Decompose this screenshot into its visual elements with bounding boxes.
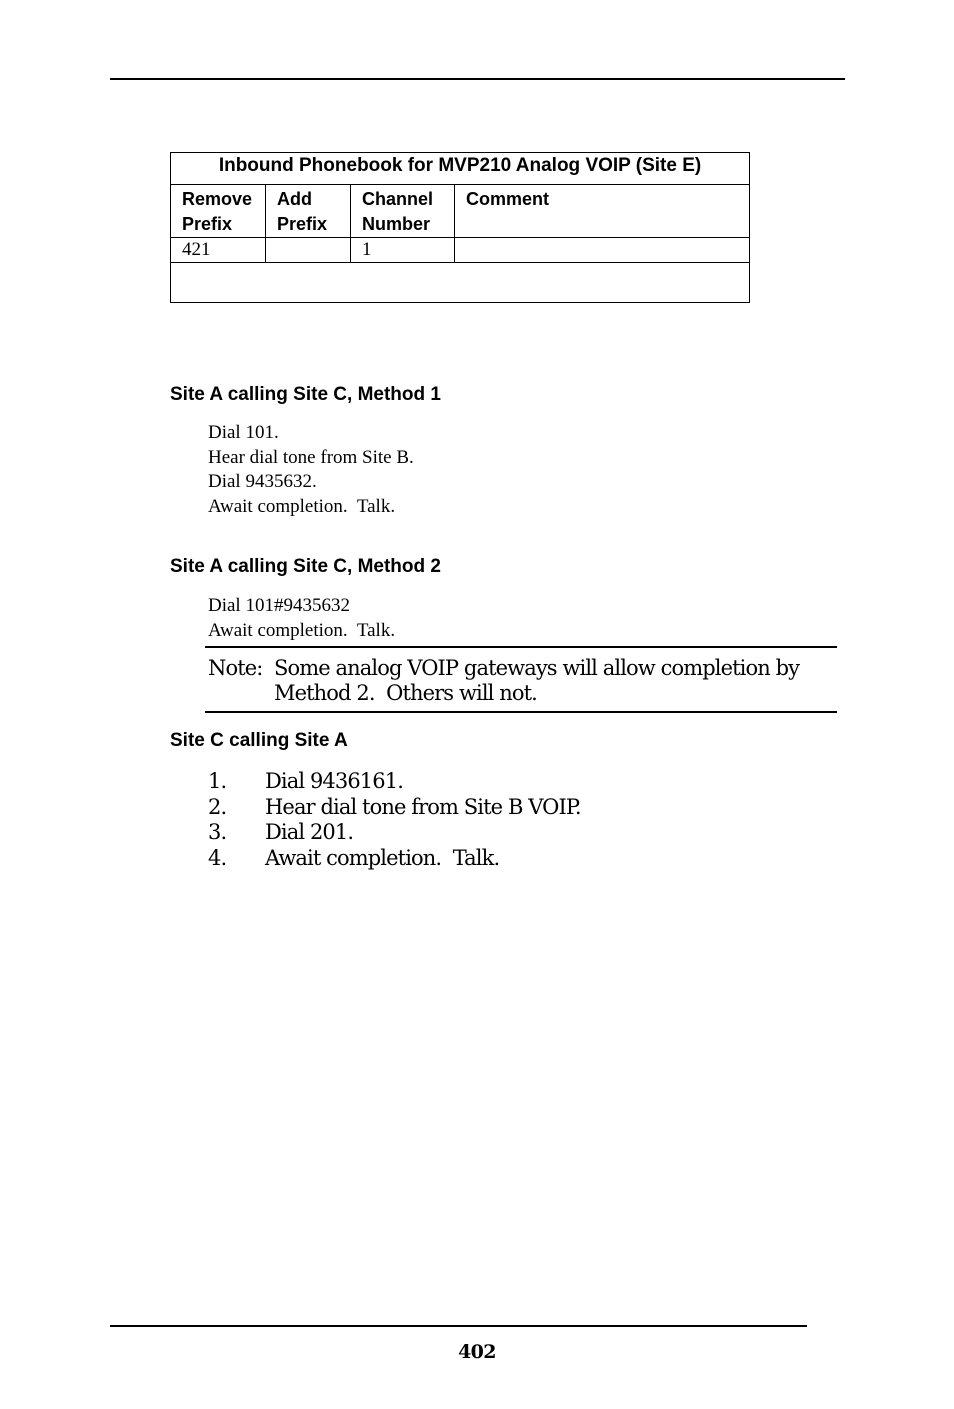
step-text: Await completion. Talk.: [265, 845, 500, 870]
column-header-remove-prefix: Remove Prefix: [171, 185, 266, 238]
step-number: 1.: [208, 769, 227, 793]
cell-comment: [455, 238, 750, 263]
step-text: Hear dial tone from Site B VOIP.: [265, 794, 581, 819]
text-line: Hear dial tone from Site B.: [208, 446, 414, 468]
table-row: [171, 238, 750, 263]
note-line-2: Method 2. Others will not.: [274, 681, 537, 705]
site-c-steps: [208, 769, 581, 871]
step-number: 2.: [208, 794, 227, 819]
text-line: Dial 101#9435632: [208, 595, 350, 616]
step-number: 4.: [208, 845, 227, 870]
step-text: Dial 201.: [265, 820, 354, 844]
table-title: Inbound Phonebook for MVP210 Analog VOIP (Site E): [171, 153, 750, 185]
inbound-phonebook-table: [170, 152, 750, 303]
method-2-steps: [208, 594, 395, 643]
column-header-channel-number: Channel Number: [351, 185, 455, 238]
section-heading-site-c: Site C calling Site A: [170, 730, 348, 751]
table-row-empty: [171, 263, 750, 303]
text-line: Dial 9435632.: [208, 471, 317, 492]
section-heading-method-1: Site A calling Site C, Method 1: [170, 384, 441, 405]
text-line: Dial 101.: [208, 422, 279, 443]
list-item: [208, 820, 581, 846]
list-item: [208, 846, 581, 872]
note-line-1: Note: Some analog VOIP gateways will allow completion by: [208, 656, 800, 680]
note-bottom-rule: [205, 711, 837, 713]
text-line: Await completion. Talk.: [208, 495, 396, 517]
method-1-steps: [208, 421, 414, 519]
note-top-rule: [205, 646, 837, 648]
cell-remove-prefix: 421: [171, 238, 266, 263]
list-item: [208, 795, 581, 821]
column-header-comment: Comment: [455, 185, 750, 238]
section-heading-method-2: Site A calling Site C, Method 2: [170, 556, 441, 577]
page-number: 402: [458, 1341, 496, 1363]
cell-add-prefix: [266, 238, 351, 263]
footer-rule: [110, 1325, 807, 1327]
header-rule: [110, 78, 845, 80]
note-box: [208, 656, 799, 706]
list-item: [208, 769, 581, 795]
column-header-add-prefix: Add Prefix: [266, 185, 351, 238]
cell-channel-number: 1: [351, 238, 455, 263]
step-number: 3.: [208, 820, 227, 844]
step-text: Dial 9436161.: [265, 769, 403, 793]
text-line: Await completion. Talk.: [208, 619, 396, 641]
